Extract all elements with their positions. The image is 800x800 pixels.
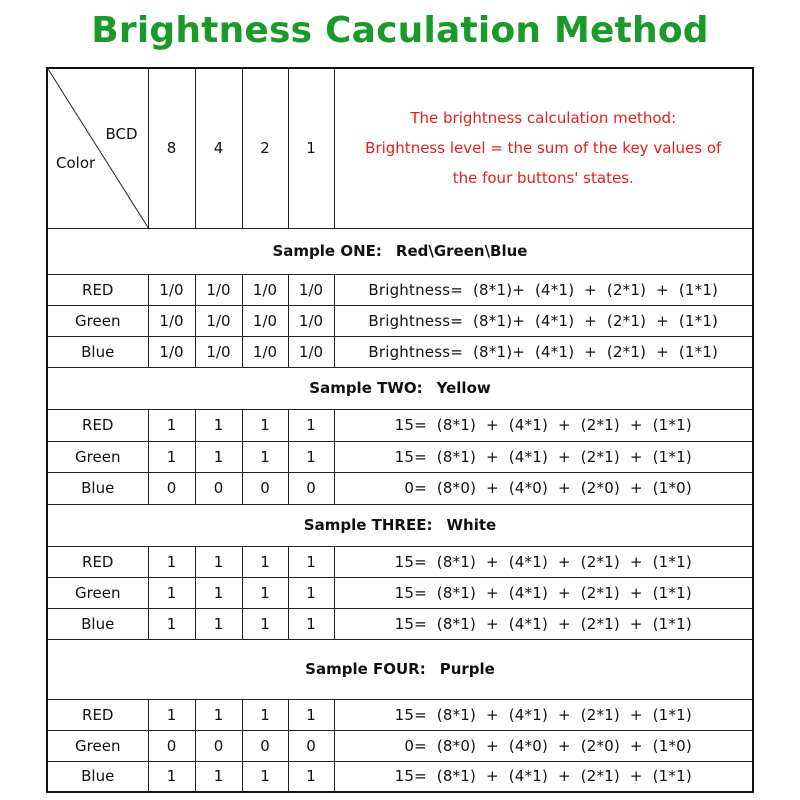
color-cell: Blue — [47, 761, 148, 792]
key-state-cell: 1/0 — [242, 305, 288, 336]
table-row — [47, 546, 753, 577]
brightness-table — [46, 67, 754, 793]
method-note — [334, 68, 753, 228]
sample-heading — [47, 504, 753, 546]
key-state-cell: 1 — [148, 546, 195, 577]
key-state-cell: 1 — [288, 608, 334, 639]
key-state-cell: 1 — [288, 761, 334, 792]
color-cell: RED — [47, 546, 148, 577]
formula-cell: Brightness= (8*1)+ (4*1) + (2*1) + (1*1) — [334, 305, 753, 336]
table-row — [47, 305, 753, 336]
formula-cell: 15= (8*1) + (4*1) + (2*1) + (1*1) — [334, 577, 753, 608]
color-cell: Blue — [47, 608, 148, 639]
key-state-cell: 1 — [195, 761, 242, 792]
key-state-cell: 1/0 — [148, 274, 195, 305]
key-state-cell: 1/0 — [195, 274, 242, 305]
key-state-cell: 1 — [288, 699, 334, 730]
color-cell: RED — [47, 409, 148, 441]
diagonal-line — [48, 69, 148, 228]
key-state-cell: 1 — [195, 409, 242, 441]
sample-color-name: Red\Green\Blue — [395, 242, 528, 260]
key-state-cell: 1/0 — [288, 274, 334, 305]
bcd-label: BCD — [105, 125, 138, 143]
color-cell: RED — [47, 274, 148, 305]
table-row — [47, 441, 753, 472]
key-state-cell: 1 — [288, 546, 334, 577]
key-state-cell: 0 — [242, 472, 288, 504]
sample-label: Sample FOUR: — [305, 660, 426, 678]
note-line: The brightness calculation method: — [410, 109, 677, 128]
note-line: the four buttons' states. — [452, 169, 634, 188]
key-state-cell: 1 — [242, 577, 288, 608]
table-row — [47, 730, 753, 761]
key-state-cell: 1 — [195, 608, 242, 639]
key-value-2: 2 — [242, 68, 288, 228]
key-state-cell: 1 — [148, 441, 195, 472]
key-state-cell: 1 — [148, 577, 195, 608]
table-row — [47, 761, 753, 792]
key-state-cell: 1 — [242, 441, 288, 472]
key-state-cell: 1 — [242, 699, 288, 730]
key-state-cell: 1 — [242, 608, 288, 639]
table-row — [47, 274, 753, 305]
key-state-cell: 1/0 — [195, 305, 242, 336]
formula-cell: 15= (8*1) + (4*1) + (2*1) + (1*1) — [334, 699, 753, 730]
formula-cell: 15= (8*1) + (4*1) + (2*1) + (1*1) — [334, 608, 753, 639]
key-state-cell: 1 — [148, 608, 195, 639]
formula-cell: Brightness= (8*1)+ (4*1) + (2*1) + (1*1) — [334, 274, 753, 305]
key-state-cell: 1 — [148, 699, 195, 730]
color-label: Color — [56, 154, 96, 172]
key-state-cell: 1/0 — [148, 336, 195, 367]
formula-cell: Brightness= (8*1)+ (4*1) + (2*1) + (1*1) — [334, 336, 753, 367]
sample-heading — [47, 639, 753, 699]
key-state-cell: 1/0 — [288, 305, 334, 336]
key-state-cell: 0 — [195, 472, 242, 504]
key-state-cell: 0 — [288, 472, 334, 504]
key-state-cell: 0 — [242, 730, 288, 761]
key-state-cell: 1 — [195, 699, 242, 730]
diagonal-header-cell — [47, 68, 148, 228]
sample-heading — [47, 367, 753, 409]
color-cell: Blue — [47, 336, 148, 367]
key-state-cell: 0 — [148, 472, 195, 504]
table-row — [47, 472, 753, 504]
sample-section-row — [47, 367, 753, 409]
key-state-cell: 1/0 — [242, 336, 288, 367]
sample-label: Sample TWO: — [309, 379, 423, 397]
sample-section-row — [47, 504, 753, 546]
header-row — [47, 68, 753, 228]
key-state-cell: 1 — [148, 761, 195, 792]
key-state-cell: 1/0 — [148, 305, 195, 336]
color-cell: Green — [47, 577, 148, 608]
table-row — [47, 409, 753, 441]
key-state-cell: 1 — [288, 577, 334, 608]
sample-color-name: White — [446, 516, 497, 534]
key-state-cell: 1 — [195, 441, 242, 472]
key-state-cell: 1/0 — [242, 274, 288, 305]
color-cell: RED — [47, 699, 148, 730]
key-state-cell: 1 — [242, 761, 288, 792]
table-row — [47, 336, 753, 367]
key-value-1: 1 — [288, 68, 334, 228]
sample-color-name: Purple — [439, 660, 495, 678]
sample-section-row — [47, 228, 753, 274]
key-value-8: 8 — [148, 68, 195, 228]
key-state-cell: 1/0 — [288, 336, 334, 367]
key-value-4: 4 — [195, 68, 242, 228]
key-state-cell: 0 — [288, 730, 334, 761]
color-cell: Blue — [47, 472, 148, 504]
sample-label: Sample THREE: — [303, 516, 433, 534]
key-state-cell: 1 — [288, 409, 334, 441]
key-state-cell: 1 — [148, 409, 195, 441]
key-state-cell: 1/0 — [195, 336, 242, 367]
key-state-cell: 1 — [195, 577, 242, 608]
sample-section-row — [47, 639, 753, 699]
formula-cell: 0= (8*0) + (4*0) + (2*0) + (1*0) — [334, 472, 753, 504]
formula-cell: 15= (8*1) + (4*1) + (2*1) + (1*1) — [334, 409, 753, 441]
key-state-cell: 1 — [288, 441, 334, 472]
note-line: Brightness level = the sum of the key values of — [365, 139, 722, 158]
color-cell: Green — [47, 441, 148, 472]
table-body — [47, 68, 753, 792]
sample-heading — [47, 228, 753, 274]
sample-color-name: Yellow — [436, 379, 491, 397]
key-state-cell: 0 — [195, 730, 242, 761]
formula-cell: 15= (8*1) + (4*1) + (2*1) + (1*1) — [334, 441, 753, 472]
formula-cell: 0= (8*0) + (4*0) + (2*0) + (1*0) — [334, 730, 753, 761]
color-cell: Green — [47, 305, 148, 336]
page-title: Brightness Caculation Method — [91, 10, 709, 51]
key-state-cell: 0 — [148, 730, 195, 761]
table-row — [47, 699, 753, 730]
key-state-cell: 1 — [242, 546, 288, 577]
formula-cell: 15= (8*1) + (4*1) + (2*1) + (1*1) — [334, 546, 753, 577]
table-row — [47, 577, 753, 608]
formula-cell: 15= (8*1) + (4*1) + (2*1) + (1*1) — [334, 761, 753, 792]
key-state-cell: 1 — [195, 546, 242, 577]
sample-label: Sample ONE: — [272, 242, 382, 260]
key-state-cell: 1 — [242, 409, 288, 441]
color-cell: Green — [47, 730, 148, 761]
table-row — [47, 608, 753, 639]
